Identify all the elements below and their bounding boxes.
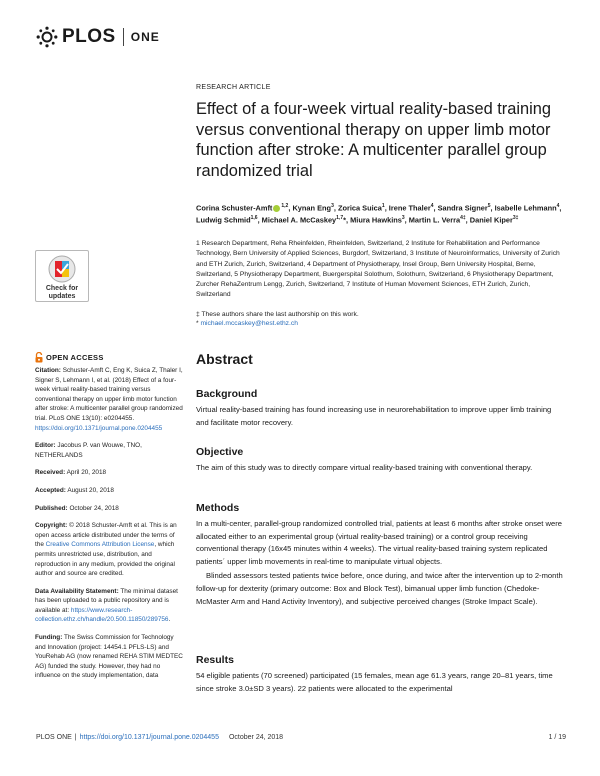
copyright-label: Copyright: [35,522,68,530]
footer-date: October 24, 2018 [228,734,284,741]
accepted-label: Accepted: [35,486,66,494]
author-name[interactable]: Daniel Kiper [469,215,513,225]
open-access-label: OPEN ACCESS [46,353,104,362]
methods-heading: Methods [196,502,240,514]
editor-block [35,441,185,460]
copyright-text: © 2018 Schuster-Amft et al. This is an open access article distributed under the terms of the [35,522,177,549]
data-availability-text: The minimal dataset has been uploaded to a public repository and is available at: [35,587,178,614]
citation-text: Schuster-Amft C, Eng K, Suica Z, Thaler I, Signer S, Lehmann I, et al. (2018) Effect of a four-week virtual reality-based training versus conventional therapy on upper limb motor function after stroke: A multicenter parallel group randomized trial. PLoS ONE 13(10): e0204455. [35,367,183,422]
citation-doi-link[interactable]: https://doi.org/10.1371/journal.pone.0204455 [35,424,163,432]
author-name[interactable]: Irene Thaler [388,203,431,213]
plos-logo[interactable] [36,26,160,48]
background-heading: Background [196,388,258,400]
article-metadata-sidebar [35,366,185,689]
corresponding-email-link[interactable]: michael.mccaskey@hest.ethz.ch [200,320,298,327]
published-date: October 24, 2018 [69,504,119,512]
published-label: Published: [35,504,68,512]
affiliations: 1 Research Department, Reha Rheinfelden, Rheinfelden, Switzerland, 2 Institute for Rehabilitation and Performance Technology, Bern University of Applied Sciences, Burgdorf, Switzerland, 3 Institute of Neuroinformatics, University of Zurich and ETH Zurich, Zurich, Switzerland, 4 Department of Physiotherapy, Insel Group, Bern University Hospital, Berne, Switzerland, 5 Physiotherapy Department, Buergerspital Solothurn, Solothurn, Switzerland, 6 Physiotherapy Department, Zurcher RehaZentrum Lengg, Zurich, Switzerland, 7 Institute of Human Movement Sciences, ETH Zurich, Zurich, Switzerland [196,240,560,299]
author-affiliation-marker: 3 [401,215,405,222]
dataset-link[interactable]: https://www.research-collection.ethz.ch/handle/20.500.11850/289756 [35,606,169,624]
author-affiliation-marker: 3 [331,203,334,209]
author-name[interactable]: Kynan Eng [292,203,332,213]
results-heading: Results [196,654,234,666]
footer-journal: PLOS ONE [36,734,72,741]
orcid-icon[interactable] [273,205,280,212]
page-number: 1 / 19 [548,734,566,741]
author-name[interactable]: Michael A. McCaskey [261,215,337,225]
article-title: Effect of a four-week virtual reality-based training versus conventional therapy on upper limb motor function after stroke: A multicenter parallel group randomized trial [196,100,551,180]
citation-label: Citation: [35,367,61,374]
author-affiliation-marker: 1 [381,203,385,209]
author-notes [196,310,566,328]
shared-authorship-note: ‡ These authors share the last authorship on this work. [196,311,359,318]
open-access-badge [35,352,104,363]
page-footer [36,734,566,741]
received-block [35,468,185,478]
author-name[interactable]: Miura Hawkins [350,215,402,225]
received-label: Received: [35,469,66,477]
objective-heading: Objective [196,446,244,458]
author-list: Corina Schuster-Amft $^{1,2}$, Kynan Eng$^3$, Zorica Suica$^1$, Irene Thaler$^4$, Sandra Signer$^5$, Isabelle Lehmann$^4$, Ludwig Schmid$^{1,6}$, Michael A. McCaskey$^{1,7}$*, Miura Hawkins$^3$, Martin L. Verra$^{4\ddagger}$, Daniel Kiper$^{3\ddagger}$ [196,203,562,225]
editor-label: Editor: [35,442,56,450]
author-name[interactable]: Isabelle Lehmann [494,203,557,213]
footer-doi-link[interactable]: https://doi.org/10.1371/journal.pone.0204455 [79,734,219,741]
editor-text: Jacobus P. van Wouwe, TNO, NETHERLANDS [35,442,142,459]
citation-block [35,366,185,433]
methods-text-1: In a multi-center, parallel-group randomized controlled trial, patients at least 6 months after stroke onset were allocated either to an experimental group (virtual reality-based training) or a control group receiving conventional therapy (16x45 minutes within 4 weeks). The virtual reality-based training system replicated patients´ upper limb movements in real-time to manipulate virtual objects. [196,519,562,566]
author-affiliation-marker: 4‡ [460,215,466,222]
correspondence-note [196,319,566,328]
accepted-block [35,486,185,496]
author-name[interactable]: Corina Schuster-Amft [196,203,273,213]
journal-name: ONE [130,30,160,44]
funding-text: The Swiss Commission for Technology and Innovation (project: 14454.1 PFLS-LS) and YouRehab AG (now renamed REHA STIM MEDTEC AG) funded the study. However, they had no influence on the study implementation, data [35,634,183,680]
corresponding-author-marker: * [343,215,347,225]
crossmark-icon [48,255,76,283]
author-name[interactable]: Ludwig Schmid [196,215,251,225]
author-affiliation-marker: 1,7 [336,215,344,222]
footer-separator: | [74,734,77,741]
background-text: Virtual reality-based training has found increasing use in neurorehabilitation to improve upper limb training and facilitate motor recovery. [196,405,552,427]
results-section [196,654,566,695]
open-lock-icon [35,352,43,363]
copyright-text-end: , which permits unrestricted use, distribution, and reproduction in any medium, provided the original author and source are credited. [35,541,175,578]
copyright-block [35,521,185,579]
objective-section [196,446,566,475]
author-affiliation-marker: 4 [430,203,434,209]
methods-text-2: Blinded assessors tested patients twice before, once during, and twice after the intervention up to 2-month follow-up for dexterity (primary outcome: Box and Block Test), bimanual upper limb function (Chedoke-McMaster Arm and Hand Activity Inventory), and subjective perceived changes (Stroke Impact Scale). [196,571,563,606]
plos-sun-icon [36,26,58,48]
objective-text: The aim of this study was to directly compare virtual reality-based training with conventional therapy. [196,463,533,472]
abstract-heading: Abstract [196,351,253,367]
dataset-link-end: . [168,616,171,624]
email-marker: * [196,320,199,327]
data-availability-label: Data Availability Statement: [35,587,119,595]
data-availability-block [35,587,185,625]
author-name[interactable]: Zorica Suica [337,203,382,213]
published-block [35,504,185,514]
funding-label: Funding: [35,634,63,642]
article-type-label: RESEARCH ARTICLE [196,84,271,91]
author-name[interactable]: Sandra Signer [437,203,488,213]
background-section [196,388,566,429]
check-updates-label: Check for updates [45,285,79,300]
received-date: April 20, 2018 [66,469,107,477]
author-affiliation-marker: 3‡ [512,215,519,222]
author-affiliation-marker: 5 [487,203,491,209]
author-affiliation-marker: 4 [556,203,560,209]
funding-block [35,633,185,681]
methods-section [196,502,566,608]
check-for-updates-badge[interactable] [35,250,89,302]
author-affiliation-marker: 1,2 [281,203,289,209]
results-text: 54 eligible patients (70 screened) participated (15 females, mean age 61.3 years, range 20–81 years, time since stroke 3.0±SD 3 years). 22 patients were allocated to the experimental [196,671,553,693]
logo-text: PLOS [62,26,116,47]
author-affiliation-marker: 1,6 [250,215,258,222]
license-link[interactable]: Creative Commons Attribution License [45,541,155,549]
accepted-date: August 20, 2018 [67,486,114,494]
logo-separator [123,28,124,46]
author-name[interactable]: Martin L. Verra [408,215,461,225]
